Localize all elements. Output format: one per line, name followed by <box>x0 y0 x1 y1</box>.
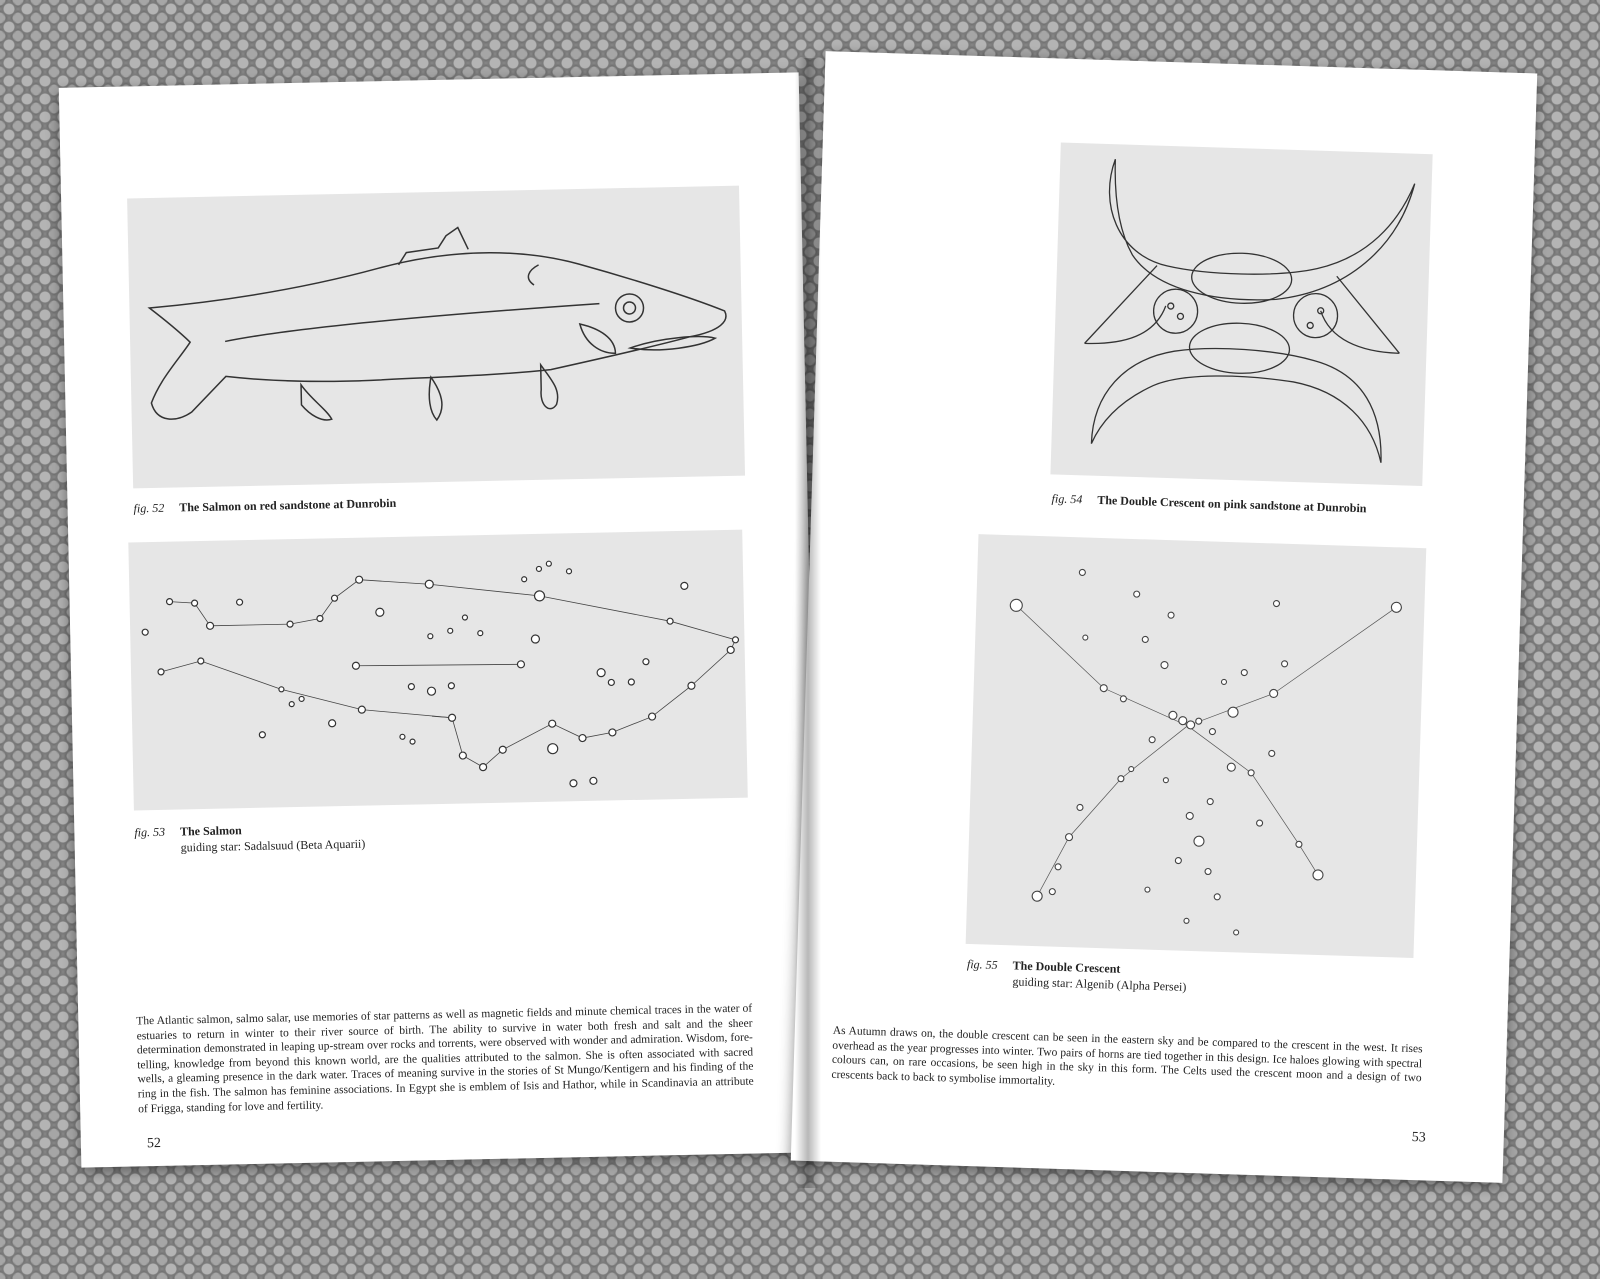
fig54-title: The Double Crescent on pink sandstone at Dunrobin <box>1097 492 1367 516</box>
fig53-subtitle: guiding star: Sadalsuud (Beta Aquarii) <box>180 836 366 855</box>
fig54-number: fig. 54 <box>1051 491 1083 507</box>
fig55-subtitle: guiding star: Algenib (Alpha Persei) <box>1012 974 1187 994</box>
fig55-number: fig. 55 <box>966 956 998 972</box>
fig53-title: The Salmon <box>179 823 242 839</box>
fig53-number: fig. 53 <box>134 824 166 840</box>
fig53-salmon-star-chart <box>128 530 747 811</box>
left-page-number: 52 <box>146 1135 162 1152</box>
fig54-caption <box>1051 490 1366 516</box>
double-crescent-constellation-drawing <box>966 534 1427 958</box>
right-page-number: 53 <box>1411 1130 1427 1146</box>
fig54-double-crescent-drawing <box>1050 143 1432 487</box>
fig55-caption <box>966 956 1187 995</box>
fig55-double-crescent-star-chart <box>966 534 1427 958</box>
fig52-number: fig. 52 <box>133 500 165 516</box>
fig52-title: The Salmon on red sandstone at Dunrobin <box>179 495 397 515</box>
right-body-text: As Autumn draws on, the double crescent can be seen in the eastern sky and be compared to the crescent in the west. It rises overhead as the year progresses into winter. Two pairs of horns are tied together in this design. Ice haloes glowing with spectral colours can, on rare occasions, be seen high in the sky in this form. The Celts used the crescent moon and a design of two crescents back to back to symbolise immortality. <box>831 1024 1423 1088</box>
salmon-constellation-drawing <box>128 530 747 811</box>
left-body-text: The Atlantic salmon, salmo salar, use memories of star patterns as well as magnetic fields and minute chemical traces in the water of estuaries to return in winter to their river source of birth. The ability to survive in water both fresh and salt and the sheer determination demonstrated in leaping up-stream over rocks and torrents, were observed with wonder and admiration. Wisdom, fore-telling, knowledge from beyond this known world, are the qualities attributed to the salmon. She is often associated with sacred wells, a gleaming presence in the dark water. Traces of meaning survive in the stories of St Mungo/Kentigern and his finding of the ring in the fish. The salmon has feminine associations. In Egypt she is emblem of Isis and Hathor, while in Scandinavia an attribute of Frigga, standing for love and fertility. <box>136 1002 754 1115</box>
left-page <box>59 72 821 1167</box>
right-page <box>791 51 1538 1183</box>
fig52-caption <box>133 495 396 516</box>
salmon-line-drawing <box>127 186 745 489</box>
fig52-salmon-drawing <box>127 186 745 489</box>
fig53-caption <box>134 820 365 857</box>
fig55-title: The Double Crescent <box>1012 958 1121 976</box>
double-crescent-line-drawing <box>1050 143 1432 487</box>
